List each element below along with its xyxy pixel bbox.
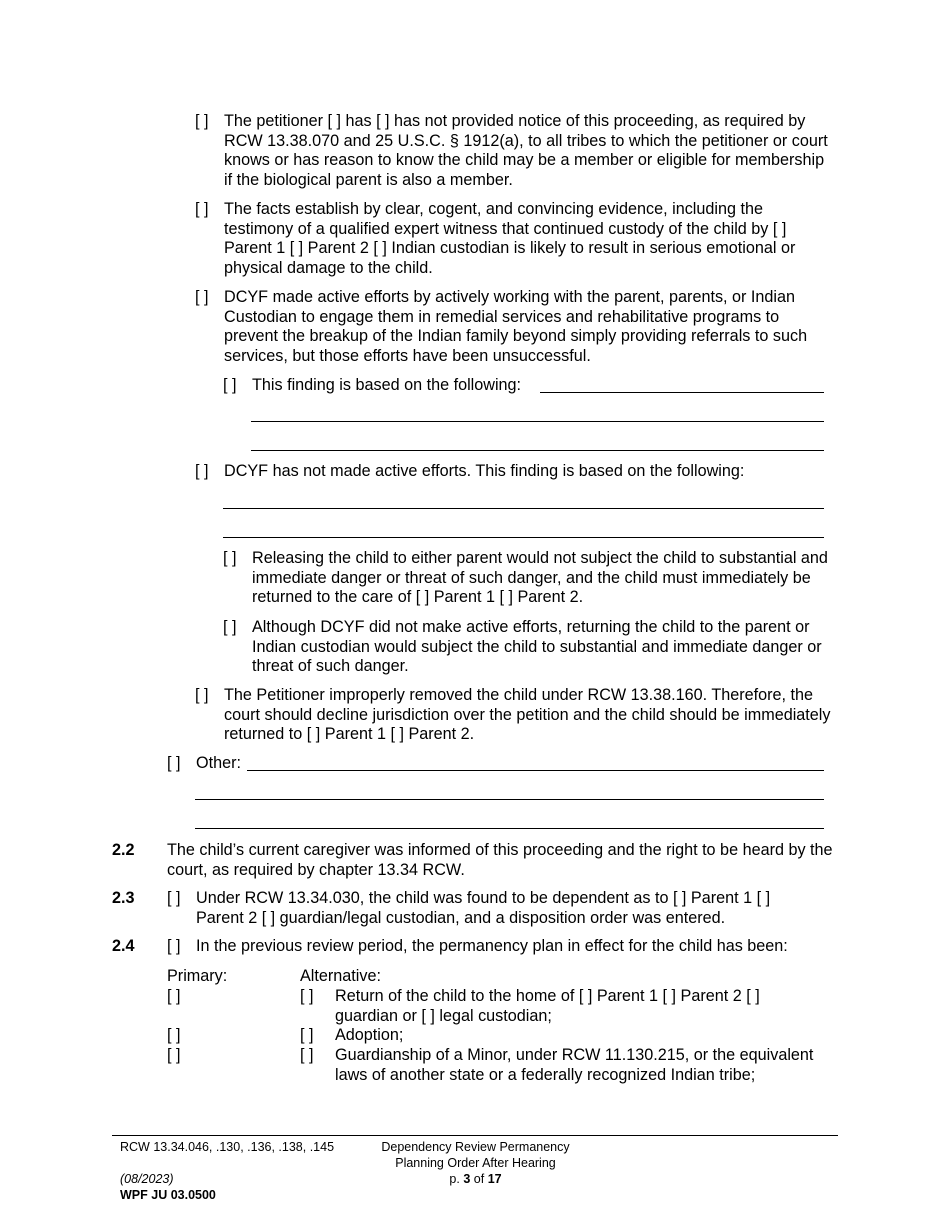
primary-label: Primary:: [167, 967, 228, 985]
checkbox[interactable]: [ ]: [167, 889, 181, 907]
alternative-label: Alternative:: [300, 967, 381, 985]
checkbox[interactable]: [ ]: [195, 288, 209, 306]
checkbox[interactable]: [ ]: [195, 462, 209, 480]
page-of: of: [473, 1172, 485, 1186]
finding-release-child: [223, 549, 835, 608]
other-label: Other:: [196, 754, 241, 772]
other-line-1[interactable]: [247, 770, 824, 771]
footer-rcw: RCW 13.34.046, .130, .136, .138, .145: [120, 1140, 335, 1154]
footer-page: [358, 1171, 593, 1187]
plan-option-text: Adoption;: [335, 1026, 404, 1044]
checkbox[interactable]: [ ]: [223, 376, 237, 394]
primary-checkbox[interactable]: [ ]: [167, 1026, 181, 1044]
section-2-3: [167, 889, 802, 928]
no-efforts-line-1[interactable]: [223, 508, 824, 509]
finding-active-efforts: [195, 288, 835, 366]
finding-release-child-text: Releasing the child to either parent would not subject the child to substantial and immediate danger or threat of such danger, and the child must immediately be returned to the care of [ ] Parent 1 [ ] Parent 2.: [252, 549, 828, 606]
footer-date: (08/2023): [120, 1172, 174, 1186]
page-total: 17: [487, 1172, 502, 1186]
primary-checkbox[interactable]: [ ]: [167, 987, 181, 1005]
alternative-checkbox[interactable]: [ ]: [300, 1046, 314, 1064]
finding-basis: [223, 376, 543, 396]
checkbox[interactable]: [ ]: [223, 549, 237, 567]
section-2-4-text: In the previous review period, the permanency plan in effect for the child has been:: [196, 937, 788, 955]
page-prefix: p.: [449, 1172, 460, 1186]
finding-danger-text: Although DCYF did not make active efforts, returning the child to the parent or Indian custodian would subject the child to substantial and immediate danger or threat of such danger.: [252, 618, 822, 675]
basis-line-3[interactable]: [251, 450, 824, 451]
footer-divider: [112, 1135, 838, 1136]
basis-line-2[interactable]: [251, 421, 824, 422]
finding-active-efforts-text: DCYF made active efforts by actively working with the parent, parents, or Indian Custodian to engage them in remedial services and rehabilitative programs to prevent the breakup of the Indian family beyond simply providing referrals to such services, but those efforts have been unsuccessful.: [224, 288, 808, 365]
checkbox[interactable]: [ ]: [167, 754, 181, 772]
finding-basis-label: This finding is based on the following:: [252, 376, 522, 394]
alternative-checkbox[interactable]: [ ]: [300, 987, 314, 1005]
section-2-4: [167, 937, 847, 957]
finding-no-active-efforts: [195, 462, 835, 482]
plan-option-text: Return of the child to the home of [ ] Parent 1 [ ] Parent 2 [ ] guardian or [ ] legal custodian;: [335, 987, 760, 1025]
finding-serious-damage-text: The facts establish by clear, cogent, and convincing evidence, including the testimony of a qualified expert witness that continued custody of the child by [ ] Parent 1 [ ] Parent 2 [ ] Indian custodian is likely to result in serious emotional or physical damage to the child.: [224, 200, 796, 277]
section-2-2-text: The child’s current caregiver was informed of this proceeding and the right to be heard by the court, as required by chapter 13.34 RCW.: [167, 841, 833, 879]
section-number: 2.4: [112, 937, 135, 955]
alternative-checkbox[interactable]: [ ]: [300, 1026, 314, 1044]
page-number: 3: [463, 1172, 471, 1186]
other-line-3[interactable]: [195, 828, 824, 829]
checkbox[interactable]: [ ]: [195, 686, 209, 704]
finding-notice: [195, 112, 835, 190]
footer-form-number: WPF JU 03.0500: [120, 1188, 216, 1202]
checkbox[interactable]: [ ]: [223, 618, 237, 636]
primary-checkbox[interactable]: [ ]: [167, 1046, 181, 1064]
finding-improper-removal: [195, 686, 835, 745]
checkbox[interactable]: [ ]: [167, 937, 181, 955]
section-2-3-text: Under RCW 13.34.030, the child was found to be dependent as to [ ] Parent 1 [ ] Parent 2 [ ] guardian/legal custodian, and a disposition order was entered.: [196, 889, 771, 927]
section-number: 2.2: [112, 841, 135, 859]
checkbox[interactable]: [ ]: [195, 112, 209, 130]
finding-no-active-efforts-text: DCYF has not made active efforts. This finding is based on the following:: [224, 462, 745, 480]
section-number: 2.3: [112, 889, 135, 907]
other-line-2[interactable]: [195, 799, 824, 800]
finding-other: [167, 754, 257, 774]
plan-option-text: Guardianship of a Minor, under RCW 11.130.215, or the equivalent laws of another state or a federally recognized Indian tribe;: [335, 1046, 814, 1084]
footer-title-2: Planning Order After Hearing: [395, 1156, 556, 1170]
no-efforts-line-2[interactable]: [223, 537, 824, 538]
finding-danger: [223, 618, 835, 677]
finding-notice-text: The petitioner [ ] has [ ] has not provided notice of this proceeding, as required by RCW 13.38.070 and 25 U.S.C. § 1912(a), to all tribes to which the petitioner or court knows or has reason to know the child may be a member or eligible for membership if the biological parent is also a member.: [224, 112, 828, 189]
finding-improper-removal-text: The Petitioner improperly removed the child under RCW 13.38.160. Therefore, the court should decline jurisdiction over the petition and the child should be immediately returned to [ ] Parent 1 [ ] Parent 2.: [224, 686, 831, 743]
checkbox[interactable]: [ ]: [195, 200, 209, 218]
footer-title-1: Dependency Review Permanency: [381, 1140, 570, 1154]
finding-serious-damage: [195, 200, 835, 278]
basis-line-1[interactable]: [540, 392, 824, 393]
